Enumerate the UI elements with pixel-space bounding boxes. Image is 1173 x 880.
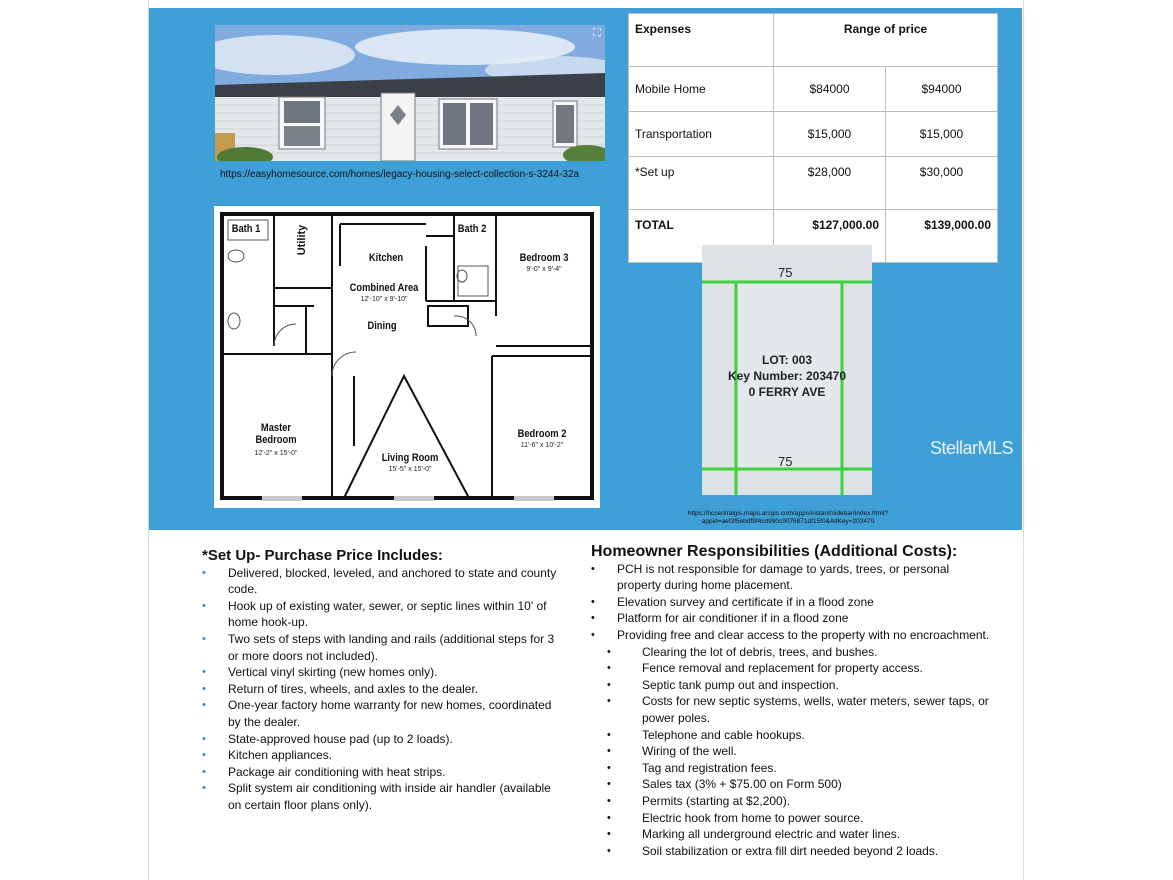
- list-item: • PCH is not responsible for damage to yards, trees, or personal property during home placement.: [591, 561, 996, 594]
- table-row: [629, 67, 998, 112]
- list-item: • Two sets of steps with landing and rails (additional steps for 3 or more doors not included).: [202, 631, 567, 664]
- room-dims-living-room: 15'-5" x 15'-0": [388, 466, 432, 473]
- sub-list-item: • Costs for new septic systems, wells, water meters, sewer taps, or power poles.: [591, 693, 996, 726]
- sub-list-item: • Wiring of the well.: [591, 743, 996, 760]
- expense-high: $30,000: [886, 157, 998, 210]
- room-dims-bedroom-2: 11'-6" x 10'-2": [520, 442, 564, 449]
- room-label-living-room: Living Room: [381, 452, 439, 464]
- expense-low: $28,000: [774, 157, 886, 210]
- sub-list-item: • Fence removal and replacement for property access.: [591, 660, 996, 677]
- house-photo: [215, 25, 605, 161]
- expense-label: *Set up: [629, 157, 774, 210]
- list-item: • One-year factory home warranty for new homes, coordinated by the dealer.: [202, 697, 567, 730]
- sub-list-item: • Marking all underground electric and water lines.: [591, 826, 996, 843]
- lot-source-line-1: https://hccentralgis.maps.arcgis.com/apps/instant/sidebar/index.html?: [687, 510, 889, 517]
- list-item: • Package air conditioning with heat strips.: [202, 764, 567, 781]
- list-item: • Kitchen appliances.: [202, 747, 567, 764]
- homeowner-section: [591, 544, 996, 859]
- setup-title: *Set Up- Purchase Price Includes:: [202, 547, 443, 564]
- sub-list-item: • Septic tank pump out and inspection.: [591, 677, 996, 694]
- lot-number: LOT: 003: [761, 353, 812, 367]
- sub-list-item: • Telephone and cable hookups.: [591, 727, 996, 744]
- room-label-bedroom-2: Bedroom 2: [517, 428, 567, 440]
- expenses-header-row: [629, 14, 998, 67]
- sub-list-item: • Clearing the lot of debris, trees, and bushes.: [591, 644, 996, 661]
- setup-includes-section: [202, 548, 567, 814]
- room-label-bath-2: Bath 2: [457, 223, 487, 235]
- list-item: • Providing free and clear access to the property with no encroachment.: [591, 627, 996, 644]
- room-label-bedroom-3: Bedroom 3: [519, 252, 569, 264]
- document-page: [148, 0, 1024, 880]
- sub-list-item: • Electric hook from home to power source.: [591, 810, 996, 827]
- total-high: $139,000.00: [886, 210, 998, 263]
- lot-key-number: Key Number: 203470: [727, 369, 847, 383]
- expense-label: Mobile Home: [629, 67, 774, 112]
- expense-label: Transportation: [629, 112, 774, 157]
- lot-map: [702, 245, 872, 495]
- list-item: • Elevation survey and certificate if in a flood zone: [591, 594, 996, 611]
- stellarmls-watermark: StellarMLS: [930, 438, 1014, 458]
- total-label: TOTAL: [629, 210, 774, 263]
- list-item: • Return of tires, wheels, and axles to the dealer.: [202, 681, 567, 698]
- room-dims-master-bedroom: 12'-2" x 15'-0": [254, 450, 298, 457]
- lot-source-line-2: appid=aef3f5ebdf9f4cd990c9076871df15f0&AltKey=203470: [701, 518, 875, 525]
- list-item: • Platform for air conditioner if in a flood zone: [591, 610, 996, 627]
- table-row: [629, 112, 998, 157]
- list-item: • State-approved house pad (up to 2 loads).: [202, 731, 567, 748]
- expenses-table: [628, 13, 998, 263]
- expense-low: $15,000: [774, 112, 886, 157]
- lot-top-dimension: 75: [778, 265, 793, 280]
- sub-list-item: • Soil stabilization or extra fill dirt needed beyond 2 loads.: [591, 843, 996, 860]
- room-label-dining: Dining: [367, 320, 397, 332]
- expand-icon[interactable]: ⛶: [593, 27, 601, 39]
- list-item: • Hook up of existing water, sewer, or septic lines within 10' of home hook-up.: [202, 598, 567, 631]
- list-item: • Delivered, blocked, leveled, and anchored to state and county code.: [202, 565, 567, 598]
- sub-list-item: • Sales tax (3% + $75.00 on Form 500): [591, 776, 996, 793]
- room-dims-combined-area: 12'-10" x 9'-10": [360, 296, 408, 303]
- homeowner-list: [591, 561, 996, 860]
- room-label-master-bedroom: Master Bedroom: [255, 422, 297, 446]
- expense-low: $84000: [774, 67, 886, 112]
- table-row: [629, 157, 998, 210]
- photo-source-caption: https://easyhomesource.com/homes/legacy-housing-select-collection-s-3244-32a: [220, 169, 580, 180]
- setup-list: [202, 565, 567, 814]
- lot-source-caption: [635, 510, 941, 526]
- list-item: • Vertical vinyl skirting (new homes only).: [202, 664, 567, 681]
- expense-high: $94000: [886, 67, 998, 112]
- room-label-combined-area: Combined Area: [349, 282, 419, 294]
- list-item: • Split system air conditioning with inside air handler (available on certain floor plans only).: [202, 780, 567, 813]
- blue-info-panel: [149, 8, 1022, 530]
- lot-address: 0 FERRY AVE: [748, 385, 826, 399]
- sub-list-item: • Permits (starting at $2,200).: [591, 793, 996, 810]
- room-label-kitchen: Kitchen: [368, 252, 404, 264]
- total-low: $127,000.00: [774, 210, 886, 263]
- lot-bottom-dimension: 75: [778, 454, 793, 469]
- room-label-bath-1: Bath 1: [231, 223, 261, 235]
- room-dims-bedroom-3: 9'-0" x 9'-4": [526, 266, 562, 273]
- floor-plan: [214, 206, 600, 508]
- sub-list-item: • Tag and registration fees.: [591, 760, 996, 777]
- expenses-header-range: Range of price: [774, 14, 998, 67]
- homeowner-title: Homeowner Responsibilities (Additional Costs):: [591, 543, 958, 560]
- room-label-utility: Utility: [296, 224, 308, 256]
- expenses-header-label: Expenses: [629, 14, 774, 67]
- expense-high: $15,000: [886, 112, 998, 157]
